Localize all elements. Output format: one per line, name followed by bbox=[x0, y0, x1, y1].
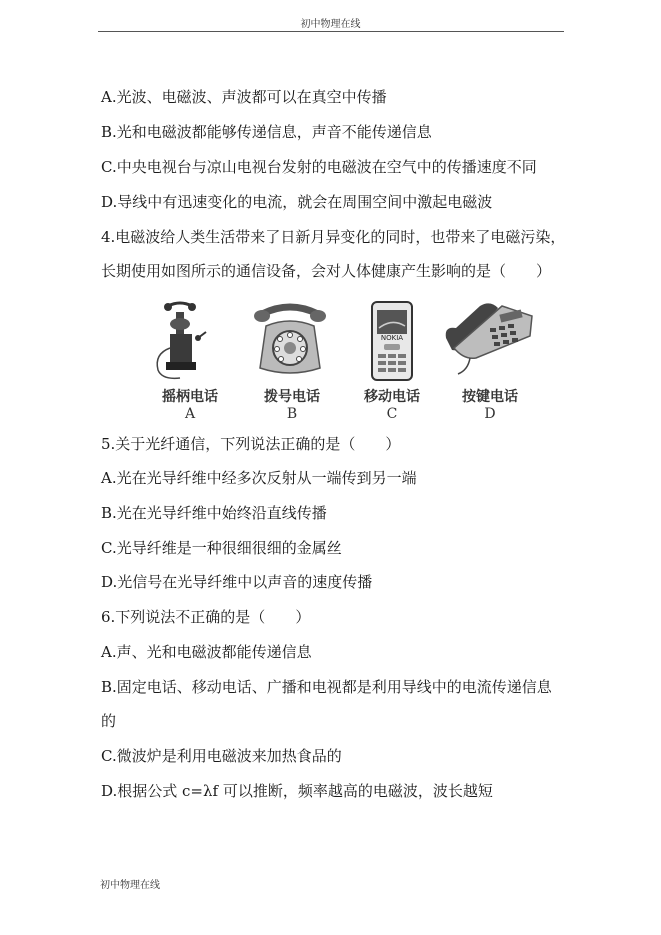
phone-b-letter: B bbox=[286, 406, 298, 422]
mobile-phone-icon bbox=[342, 298, 442, 384]
header-divider bbox=[98, 31, 564, 32]
header-title: 初中物理在线 bbox=[300, 19, 361, 30]
q6-option-b-line2: 的 bbox=[101, 712, 117, 730]
phone-a-letter: A bbox=[184, 406, 196, 422]
q6-option-c: C.微波炉是利用电磁波来加热食品的 bbox=[101, 747, 342, 765]
q5-stem: 5.关于光纤通信，下列说法正确的是（ ） bbox=[101, 435, 401, 453]
q5-option-c: C.光导纤维是一种很细很细的金属丝 bbox=[101, 539, 342, 557]
phone-brand-text: NOKIA bbox=[380, 334, 404, 342]
phone-d-label: 按键电话 bbox=[462, 389, 518, 405]
q6-option-b-line1: B.固定电话、移动电话、广播和电视都是利用导线中的电流传递信息 bbox=[101, 678, 552, 696]
q3-option-c: C.中央电视台与凉山电视台发射的电磁波在空气中的传播速度不同 bbox=[101, 158, 537, 176]
phone-b bbox=[242, 298, 342, 426]
phone-d bbox=[440, 298, 540, 426]
phone-c-letter: C bbox=[386, 406, 398, 422]
q4-stem-line2: 长期使用如图所示的通信设备，会对人体健康产生影响的是（ ） bbox=[101, 262, 552, 280]
q6-stem: 6.下列说法不正确的是（ ） bbox=[101, 608, 311, 626]
q5-option-d: D.光信号在光导纤维中以声音的速度传播 bbox=[101, 573, 373, 591]
q3-option-b: B.光和电磁波都能够传递信息，声音不能传递信息 bbox=[101, 123, 432, 141]
q5-option-a: A.光在光导纤维中经多次反射从一端传到另一端 bbox=[101, 469, 417, 487]
q4-stem-line1: 4.电磁波给人类生活带来了日新月异变化的同时，也带来了电磁污染， bbox=[101, 228, 566, 246]
phone-a bbox=[140, 298, 240, 426]
q3-option-d: D.导线中有迅速变化的电流，就会在周围空间中激起电磁波 bbox=[101, 193, 493, 211]
q6-option-a: A.声、光和电磁波都能传递信息 bbox=[101, 643, 312, 661]
q5-option-b: B.光在光导纤维中始终沿直线传播 bbox=[101, 504, 327, 522]
phone-d-letter: D bbox=[484, 406, 496, 422]
q3-option-a: A.光波、电磁波、声波都可以在真空中传播 bbox=[101, 88, 387, 106]
q4-figure-telephones bbox=[140, 298, 540, 426]
rotary-dial-telephone-icon bbox=[242, 298, 342, 384]
crank-telephone-icon bbox=[140, 298, 240, 384]
phone-a-label: 摇柄电话 bbox=[162, 389, 218, 405]
phone-c bbox=[342, 298, 442, 426]
push-button-telephone-icon bbox=[440, 298, 540, 384]
phone-b-label: 拨号电话 bbox=[264, 389, 320, 405]
footer-text: 初中物理在线 bbox=[100, 880, 160, 891]
q6-option-d: D.根据公式 c=λf 可以推断，频率越高的电磁波，波长越短 bbox=[101, 782, 493, 800]
phone-c-label: 移动电话 bbox=[364, 389, 420, 405]
